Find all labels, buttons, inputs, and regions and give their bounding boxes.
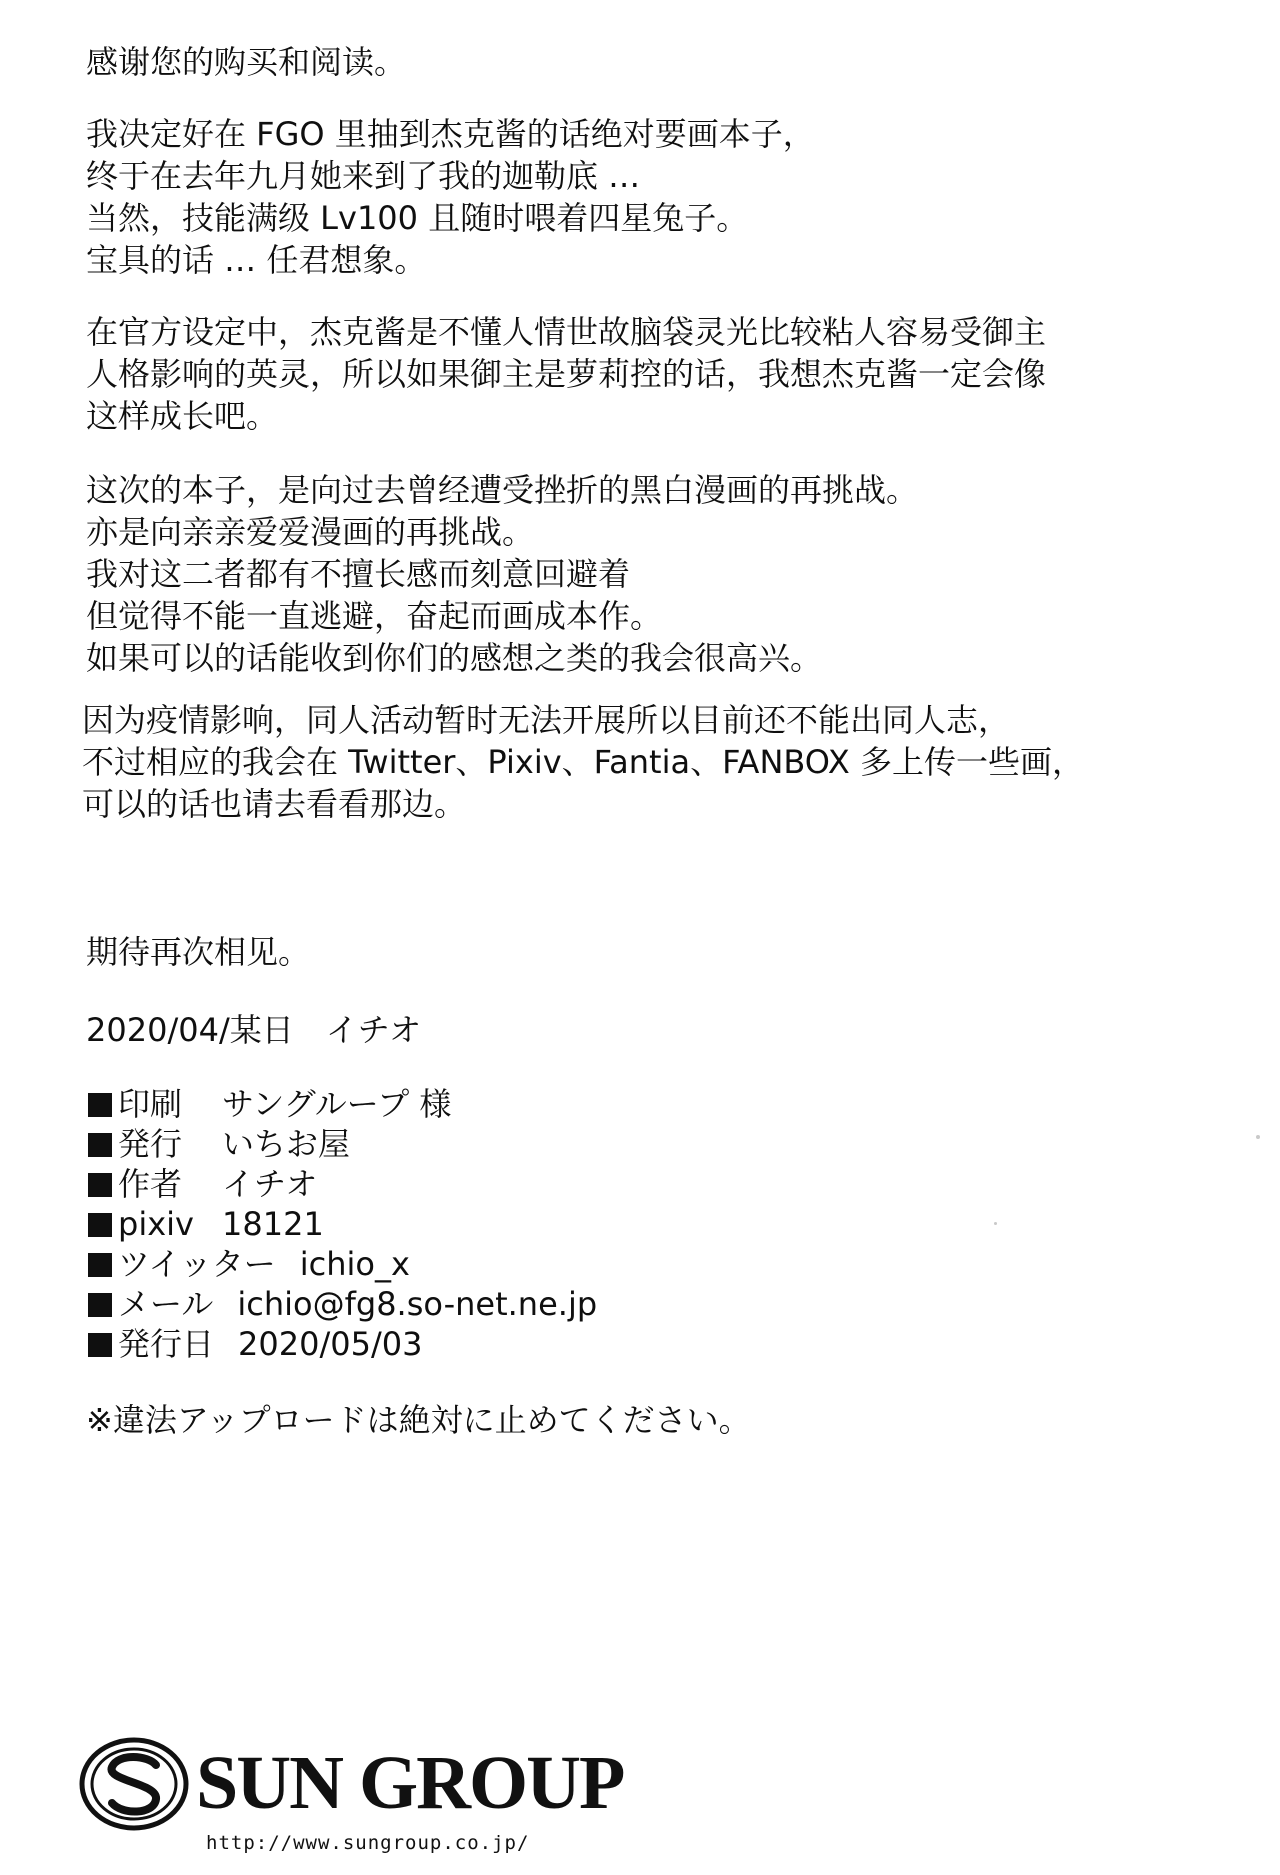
credit-label: 発行 — [118, 1125, 183, 1163]
credit-row-pixiv — [88, 1204, 324, 1244]
credit-row-printing — [88, 1084, 451, 1124]
credit-row-mail — [88, 1284, 597, 1324]
credit-row-publish-date — [88, 1324, 422, 1364]
credit-label: メール — [118, 1285, 214, 1323]
paragraph-5-line-2: 不过相应的我会在 Twitter、Pixiv、Fantia、FANBOX 多上传一些画， — [82, 743, 1085, 781]
sun-group-logo — [78, 1735, 624, 1865]
credit-row-twitter — [88, 1244, 410, 1284]
credit-value: 18121 — [222, 1205, 324, 1243]
paragraph-3-line-2: 人格影响的英灵，所以如果御主是萝莉控的话，我想杰克酱一定会像 — [86, 355, 1047, 393]
paragraph-4-line-4: 但觉得不能一直逃避，奋起而画成本作。 — [86, 597, 663, 635]
paragraph-4-line-1: 这次的本子，是向过去曾经遭受挫折的黑白漫画的再挑战。 — [86, 471, 919, 509]
square-bullet-icon — [88, 1213, 112, 1237]
closing-line: 期待再次相见。 — [86, 933, 311, 971]
credit-value: いちお屋 — [222, 1125, 351, 1163]
paragraph-2-line-3: 当然，技能满级 Lv100 且随时喂着四星兔子。 — [86, 199, 749, 237]
paragraph-4-line-5: 如果可以的话能收到你们的感想之类的我会很高兴。 — [86, 639, 823, 677]
credit-value: ichio_x — [299, 1245, 410, 1283]
paragraph-2-line-2: 终于在去年九月她来到了我的迦勒底 … — [86, 157, 641, 195]
sun-group-mark-icon — [78, 1735, 190, 1833]
thanks-line: 感谢您的购买和阅读。 — [86, 43, 407, 81]
date-author-line: 2020/04/某日 イチオ — [86, 1011, 422, 1049]
square-bullet-icon — [88, 1173, 112, 1197]
square-bullet-icon — [88, 1133, 112, 1157]
credit-row-publisher — [88, 1124, 350, 1164]
scan-speck — [1256, 1135, 1260, 1139]
paragraph-4-line-2: 亦是向亲亲爱爱漫画的再挑战。 — [86, 513, 535, 551]
upload-notice: ※違法アップロードは絶対に止めてください。 — [86, 1401, 751, 1439]
credit-label: 発行日 — [118, 1325, 215, 1363]
credit-value: ichio@fg8.so-net.ne.jp — [237, 1285, 598, 1323]
square-bullet-icon — [88, 1093, 112, 1117]
credit-value: 2020/05/03 — [238, 1325, 423, 1363]
credit-label: 印刷 — [118, 1085, 183, 1123]
credit-value: サングループ 様 — [222, 1085, 452, 1123]
credit-row-author — [88, 1164, 317, 1204]
paragraph-2-line-4: 宝具的话 … 任君想象。 — [86, 241, 427, 279]
credit-value: イチオ — [222, 1165, 318, 1203]
sun-group-url: http://www.sungroup.co.jp/ — [206, 1832, 530, 1854]
paragraph-4-line-3: 我对这二者都有不擅长感而刻意回避着 — [86, 555, 631, 593]
square-bullet-icon — [88, 1253, 112, 1277]
square-bullet-icon — [88, 1333, 112, 1357]
square-bullet-icon — [88, 1293, 112, 1317]
paragraph-5-line-1: 因为疫情影响，同人活动暂时无法开展所以目前还不能出同人志， — [82, 701, 1011, 739]
scan-speck — [994, 1222, 997, 1225]
credit-label: ツイッター — [118, 1245, 276, 1283]
credit-label: pixiv — [118, 1205, 194, 1243]
sun-group-wordmark: SUN GROUP — [196, 1741, 624, 1825]
paragraph-5-line-3: 可以的话也请去看看那边。 — [82, 785, 467, 823]
paragraph-2-line-1: 我决定好在 FGO 里抽到杰克酱的话绝对要画本子， — [86, 115, 815, 153]
credit-label: 作者 — [118, 1165, 183, 1203]
paragraph-3-line-3: 这样成长吧。 — [86, 397, 279, 435]
paragraph-3-line-1: 在官方设定中，杰克酱是不懂人情世故脑袋灵光比较粘人容易受御主 — [86, 313, 1047, 351]
